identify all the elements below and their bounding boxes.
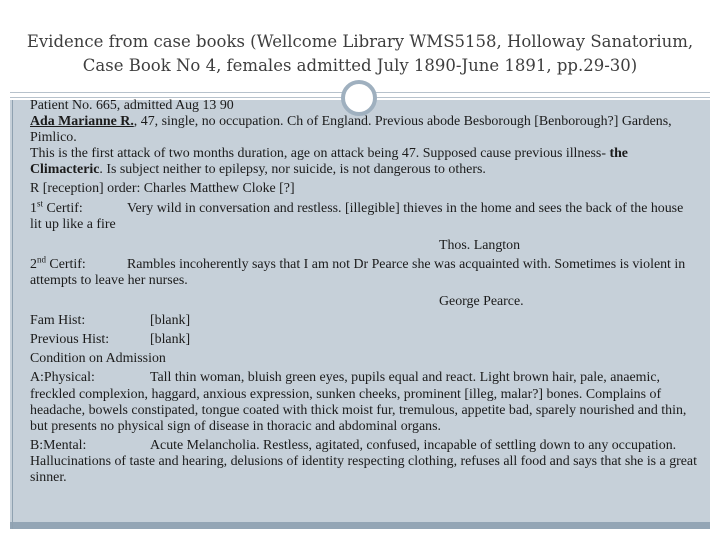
physical-condition — [30, 370, 698, 434]
condition-heading: Condition on Admission — [30, 351, 166, 367]
certificate-2 — [30, 254, 698, 289]
certificate-1-text: Very wild in conversation and restless. [illegible] thieves in the home and sees the back of the house lit up like a fire — [30, 200, 684, 232]
mental-condition — [30, 438, 698, 486]
case-record — [30, 98, 698, 486]
panel-left-edge — [12, 100, 13, 529]
family-history-label: Fam Hist: — [30, 313, 86, 329]
patient-details — [30, 114, 698, 146]
certificate-1-num: 1 — [30, 200, 37, 216]
patient-name: Ada Marianne R. — [30, 114, 134, 130]
family-history-value: [blank] — [150, 313, 191, 329]
certificate-1 — [30, 197, 698, 233]
certificate-1-label-text: Certif: — [42, 200, 83, 216]
certificate-2-text: Rambles incoherently says that I am not Dr Pearce she was acquainted with. Sometimes is violent in attempts to leave her nurses. — [30, 256, 686, 288]
physical-text: Tall thin woman, bluish green eyes, pupils equal and react. Light brown hair, pale, anaemic, freckled complexion, haggard, anxious expression, sunken cheeks, prominent [illeg, malar?] bones. Complains of headache, bowels constipated, tongue coated with thick moist fur, tremulous, appetite bad, sparely nourished and thin, but presents no physical sign of disease in thoracic and abdominal organs. — [30, 370, 687, 434]
certificate-2-sup: nd — [36, 254, 46, 265]
reception-order: R [reception] order: Charles Matthew Cloke [?] — [30, 181, 295, 197]
panel-bottom-strip — [10, 522, 710, 529]
supposed-cause: the Climacteric — [30, 146, 628, 178]
certificate-2-num: 2 — [30, 256, 37, 272]
family-history — [30, 313, 698, 329]
mental-label: B:Mental: — [30, 437, 87, 453]
certificate-1-signer: Thos. Langton — [439, 237, 521, 253]
previous-history-value: [blank] — [150, 332, 191, 348]
certificate-2-signer: George Pearce. — [439, 294, 524, 310]
attack-info — [30, 146, 698, 178]
physical-label: A:Physical: — [30, 370, 95, 386]
certificate-1-sup: st — [36, 197, 43, 208]
attack-info-pre: This is the first attack of two months duration, age on attack being 47. Supposed cause previous illness- — [30, 146, 610, 162]
slide-title — [20, 30, 700, 78]
certificate-2-label-text: Certif: — [45, 256, 86, 272]
title-line-1: Evidence from case books (Wellcome Library WMS5158, Holloway Sanatorium, — [26, 32, 694, 51]
title-line-2: Case Book No 4, females admitted July 1890-June 1891, pp.29-30) — [82, 56, 638, 75]
mental-text: Acute Melancholia. Restless, agitated, confused, incapable of settling down to any occupation. Hallucinations of taste and hearing, delusions of identity respecting clothing, refuses all food and says that she is a great sinner. — [30, 437, 697, 485]
certificate-2-label — [30, 254, 127, 273]
patient-details-text: , 47, single, no occupation. Ch of England. Previous abode Besborough [Benborough?] Gardens, Pimlico. — [30, 114, 672, 146]
previous-history-label: Previous Hist: — [30, 332, 110, 348]
attack-info-post: . Is subject neither to epilepsy, nor suicide, is not dangerous to others. — [99, 162, 486, 178]
certificate-1-label — [30, 197, 127, 217]
patient-line: Patient No. 665, admitted Aug 13 90 — [30, 98, 234, 113]
previous-history — [30, 332, 698, 348]
